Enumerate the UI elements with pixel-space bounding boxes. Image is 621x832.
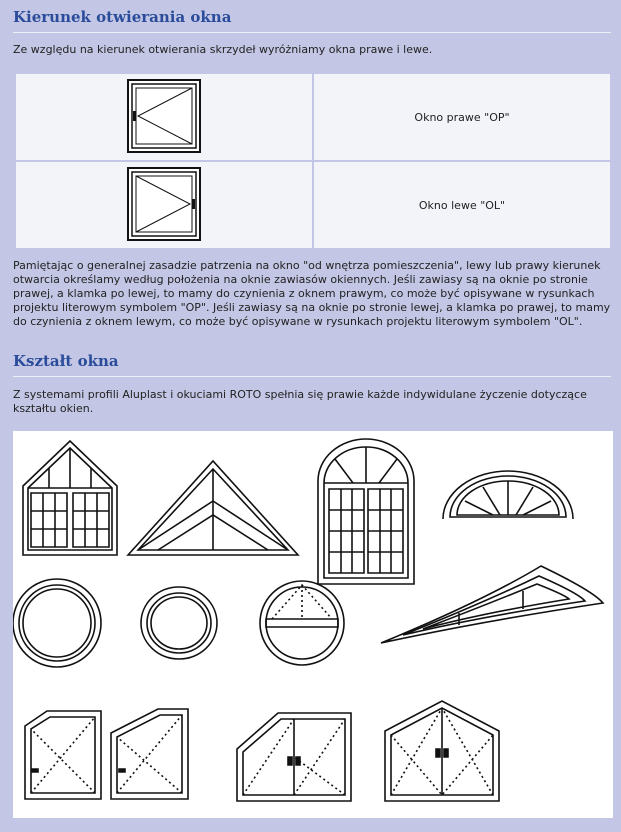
window-right-opening-icon — [126, 78, 202, 154]
arched-window-icon — [318, 439, 414, 584]
intro-shape: Z systemami profili Aluplast i okuciami ROTO spełnia się prawie każde indywidulane życzenie dotyczące kształtu okien. — [13, 388, 587, 415]
round-split-window-icon — [260, 581, 344, 665]
direction-table — [14, 72, 612, 250]
section-title-direction: Kierunek otwierania okna — [13, 8, 232, 26]
window-right-label: Okno prawe "OP" — [313, 73, 611, 161]
peaked-double-window-icon — [385, 701, 499, 801]
slanted-window-icon — [25, 711, 101, 799]
table-cell-image — [15, 73, 313, 161]
half-round-window-icon — [443, 471, 573, 519]
triangle-window-icon — [128, 461, 298, 555]
oval-window-icon — [141, 587, 217, 659]
direction-explanation: Pamiętając o generalnej zasadzie patrzenia na okno "od wnętrza pomieszczenia", lewy lub prawy kierunek otwarcia określamy według położenia na oknie zawiasów okiennych. Jeśli zawiasy są na oknie po stronie prawej, a klamka po lewej, to mamy do czynienia z oknem prawym, co może być opisywane w rysunkach projektu literowym symbolem "OP". Jeśli zawiasy są na oknie po stronie lewej, a klamka po prawej, to mamy do czynienia z oknem lewym, co może być opisywane w rysunkach projektu literowym symbolem "OL". — [13, 259, 611, 328]
slanted-window-icon — [111, 709, 188, 799]
table-row — [15, 161, 611, 249]
divider — [13, 32, 611, 33]
table-row — [15, 73, 611, 161]
slanted-double-window-icon — [237, 713, 351, 801]
window-left-opening-icon — [126, 166, 202, 242]
section-title-shape: Kształt okna — [13, 352, 119, 370]
table-cell-image — [15, 161, 313, 249]
window-left-label: Okno lewe "OL" — [313, 161, 611, 249]
divider — [13, 376, 611, 377]
window-shapes-illustration — [13, 431, 613, 818]
pentagon-window-icon — [23, 441, 117, 555]
intro-direction: Ze względu na kierunek otwierania skrzydeł wyróżniamy okna prawe i lewe. — [13, 43, 433, 56]
circle-window-icon — [13, 579, 101, 667]
